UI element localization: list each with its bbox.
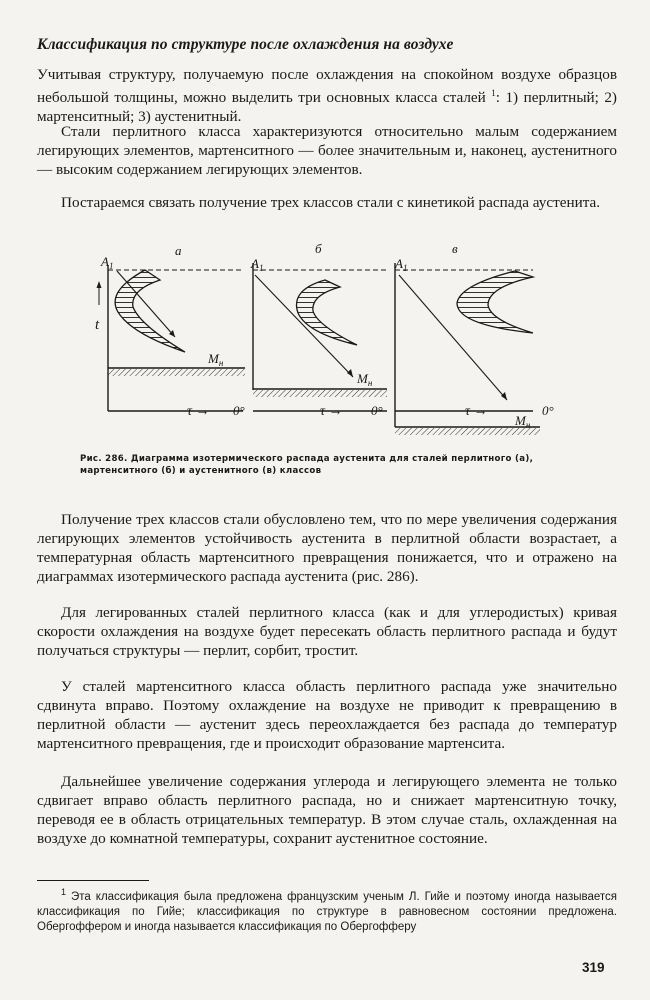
paragraph-kinetics: Постараемся связать получение трех классов стали с кинетикой распада аустенита. bbox=[61, 194, 601, 211]
a1-label-c: $A_1$ bbox=[395, 256, 408, 273]
tau-label-c: τ → bbox=[465, 404, 488, 419]
zero-label-b: 0° bbox=[371, 403, 383, 418]
paragraph-intro bbox=[37, 65, 617, 126]
paragraph-intro-text: Учитывая структуру, получаемую после охлаждения на спокойном воздухе образцов небольшой толщины, можно выделить три основных класса сталей bbox=[37, 66, 617, 107]
zero-label-a: 0° bbox=[233, 403, 245, 418]
mh-label-c: $M_н$ bbox=[515, 413, 531, 430]
a1-label-b: $A_1$ bbox=[251, 256, 264, 273]
page-number: 319 bbox=[582, 960, 605, 975]
mh-label-a: $M_н$ bbox=[208, 351, 224, 368]
figure-286 bbox=[95, 235, 575, 440]
footnote-text: Эта классификация была предложена французским ученым Л. Гийе и поэтому иногда называется классификация по Гийе; классификация по структуре в равновесном состоянии предложена. Обергоффером и иногда называется классификация по Обергофферу bbox=[37, 890, 617, 933]
paragraph-pearlitic: Для легированных сталей перлитного класса (как и для углеродистых) кривая скорости охлаждения на воздухе будет пересекать область перлитного распада и будут получаться структуры — перлит, сорбит, тростит. bbox=[37, 604, 617, 659]
temperature-axis-label: t bbox=[95, 317, 100, 333]
paragraph-classes: Стали перлитного класса характеризуются относительно малым содержанием легирующих элементов, мартенситного — более значительным и, наконец, аустенитного — высоким содержанием легирующих элементов. bbox=[37, 123, 617, 178]
zero-label-c: 0° bbox=[542, 403, 554, 418]
footnote-ref: 1 bbox=[491, 88, 496, 98]
footnote bbox=[37, 885, 617, 935]
paragraph-three-classes: Получение трех классов стали обусловлено тем, что по мере увеличения содержания легирующих элементов устойчивость аустенита в перлитной области возрастает, а температурная область мартенситного превращения понижается, что и отражено на диаграммах изотермического распада аустенита (рис. 286). bbox=[37, 511, 617, 585]
panel-a bbox=[95, 243, 245, 419]
panel-b bbox=[250, 241, 387, 419]
paragraph-martensitic: У сталей мартенситного класса область перлитного распада уже значительно сдвинута вправо. Поэтому охлаждение на воздухе не приводит к превращению в перлитной области — аустенит здесь переохлаждается без распада до температур мартенситного превращения, где и происходит образование мартенсита. bbox=[37, 678, 617, 752]
tau-label-a: τ → bbox=[187, 404, 210, 419]
footnote-divider bbox=[37, 880, 149, 881]
a1-label-a: $A_1$ bbox=[101, 254, 114, 271]
mh-label-b: $M_н$ bbox=[357, 371, 373, 388]
section-heading: Классификация по структуре после охлаждения на воздухе bbox=[37, 36, 454, 53]
footnote-mark: 1 bbox=[61, 887, 67, 897]
paragraph-austenitic: Дальнейшее увеличение содержания углерода и легирующего элемента не только сдвигает вправо область перлитного распада, но и снижает мартенситную точку, переводя ее в область отрицательных температур. В этом случае сталь, охлажденная на воздухе до комнатной температуры, сохранит аустенитное состояние. bbox=[37, 773, 617, 847]
paragraph-intro-text-end: : 1) перлитный; 2) мартенситный; 3) аустенитный. bbox=[37, 89, 617, 126]
panel-c bbox=[394, 241, 554, 435]
panel-label-b: б bbox=[315, 241, 322, 256]
tau-label-b: τ → bbox=[320, 404, 343, 419]
figure-caption: Рис. 286. Диаграмма изотермического распада аустенита для сталей перлитного (а), мартенситного (б) и аустенитного (в) классов bbox=[80, 454, 534, 476]
panel-label-c: в bbox=[452, 241, 458, 256]
panel-label-a: а bbox=[175, 243, 182, 258]
